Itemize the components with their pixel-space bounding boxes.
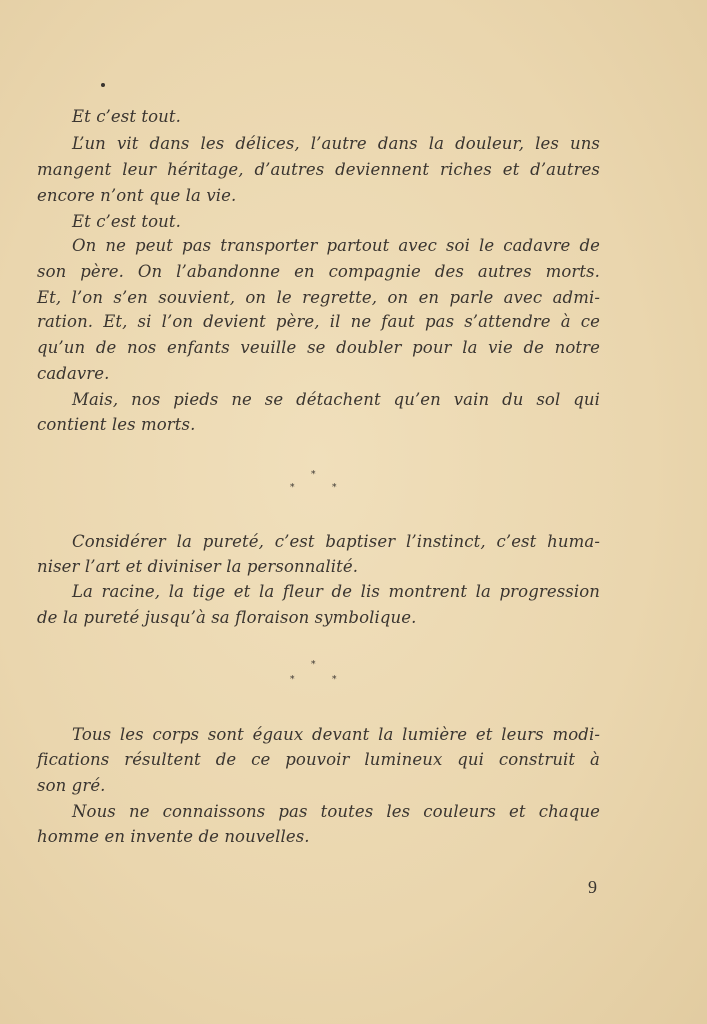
text-line: Considérer la pureté, c’est baptiser l’instinct, c’est huma-: [72, 532, 600, 551]
text-line: homme en invente de nouvelles.: [37, 827, 310, 846]
asterism-star: *: [332, 483, 337, 493]
text-line: fications résultent de ce pouvoir lumineux qui construit à: [37, 750, 600, 769]
text-line: mangent leur héritage, d’autres deviennent riches et d’autres: [37, 160, 600, 179]
asterism-star: *: [332, 675, 337, 685]
asterism-star: *: [290, 483, 295, 493]
asterism-star: *: [311, 470, 316, 480]
asterism-divider-1: [280, 470, 340, 500]
text-line: Nous ne connaissons pas toutes les couleurs et chaque: [72, 802, 600, 821]
ink-speck: [101, 83, 105, 87]
text-line: La racine, la tige et la fleur de lis montrent la progression: [72, 582, 600, 601]
text-line: Et c’est tout.: [72, 107, 181, 126]
text-line: de la pureté jusqu’à sa floraison symbolique.: [37, 608, 417, 627]
asterism-star: *: [290, 675, 295, 685]
asterism-star: *: [311, 660, 316, 670]
asterism-divider-2: [280, 660, 340, 690]
page-number: 9: [588, 877, 597, 897]
text-line: On ne peut pas transporter partout avec soi le cadavre de: [72, 236, 600, 255]
text-line: son gré.: [37, 776, 106, 795]
text-line: cadavre.: [37, 364, 110, 383]
text-line: ration. Et, si l’on devient père, il ne faut pas s’attendre à ce: [37, 312, 600, 331]
text-line: Tous les corps sont égaux devant la lumière et leurs modi-: [72, 725, 600, 744]
text-line: L’un vit dans les délices, l’autre dans la douleur, les uns: [72, 134, 600, 153]
text-line: contient les morts.: [37, 415, 196, 434]
text-line: Et c’est tout.: [72, 212, 181, 231]
text-line: qu’un de nos enfants veuille se doubler pour la vie de notre: [37, 338, 600, 357]
text-line: Mais, nos pieds ne se détachent qu’en vain du sol qui: [72, 390, 600, 409]
text-line: Et, l’on s’en souvient, on le regrette, on en parle avec admi-: [37, 288, 600, 307]
text-line: son père. On l’abandonne en compagnie des autres morts.: [37, 262, 600, 281]
text-line: niser l’art et diviniser la personnalité.: [37, 557, 359, 576]
text-line: encore n’ont que la vie.: [37, 186, 237, 205]
